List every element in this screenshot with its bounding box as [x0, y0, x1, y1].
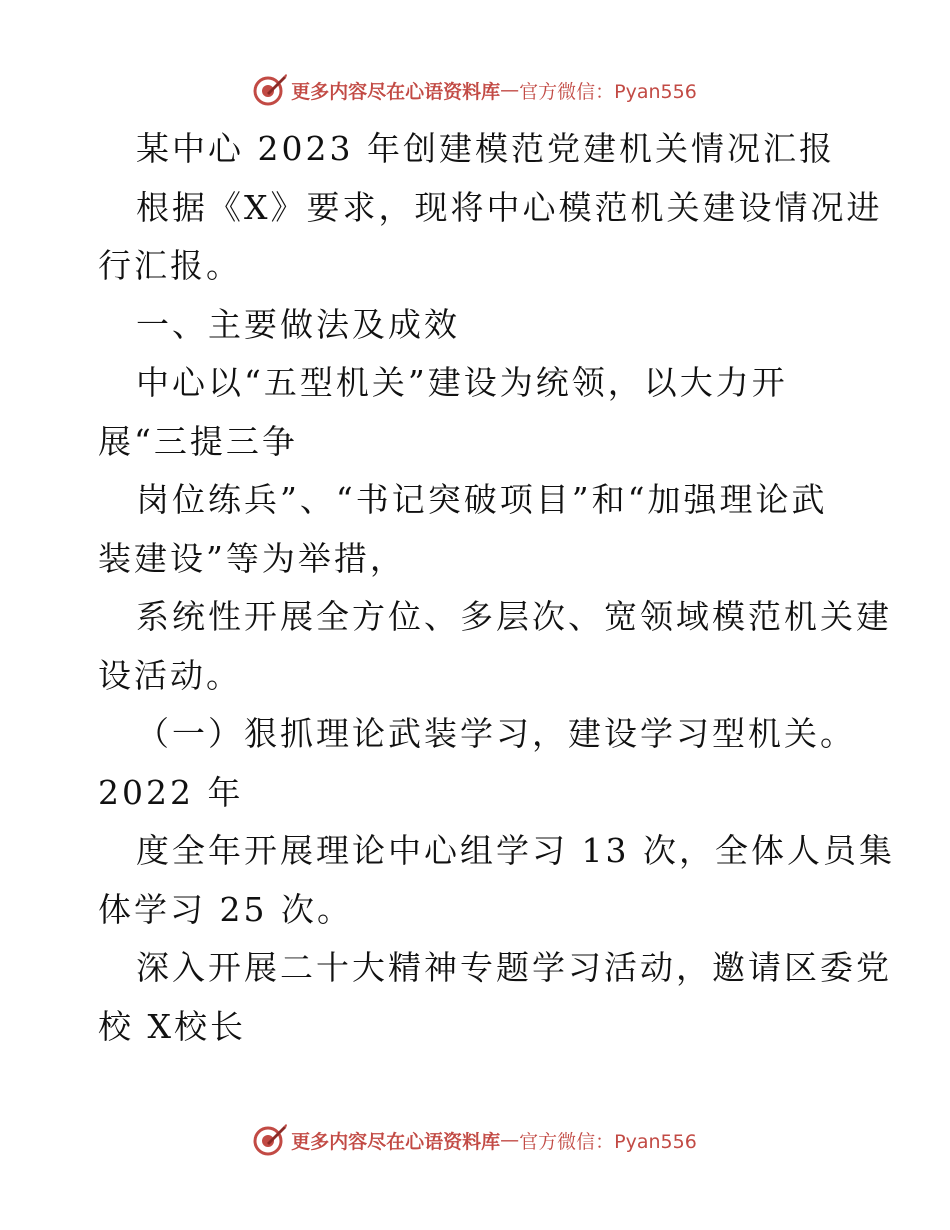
document-body [98, 120, 895, 1056]
quill-logo-icon [253, 1123, 287, 1157]
watermark-site-text: 更多内容尽在心语资料库 [291, 80, 501, 103]
paragraph-line: 系统性开展全方位、多层次、宽领域模范机关建 [136, 597, 892, 636]
watermark-separator: — [500, 1129, 520, 1151]
paragraph-line: 2022 年 [98, 772, 244, 812]
paragraph-line: 校 X校长 [98, 1006, 246, 1046]
watermark-footer [0, 1120, 950, 1160]
paragraph-line: 中心以“五型机关”建设为统领，以大力开 [136, 363, 788, 402]
paragraph-line: 深入开展二十大精神专题学习活动，邀请区委党 [136, 948, 892, 987]
paragraph-line: 体学习 25 次。 [98, 889, 353, 929]
paragraph-line: 设活动。 [98, 655, 242, 695]
paragraph-line: 展“三提三争 [98, 421, 298, 461]
watermark-contact: 官方微信：Pyan556 [519, 80, 697, 103]
subsection-heading: （一）狠抓理论武装学习，建设学习型机关。 [136, 714, 856, 753]
quill-logo-icon [253, 73, 287, 107]
paragraph-line: 装建设”等为举措， [98, 538, 406, 578]
paragraph-line: 行汇报。 [98, 246, 242, 285]
watermark-header [0, 70, 950, 110]
document-title: 某中心 2023 年创建模范党建机关情况汇报 [136, 129, 835, 168]
watermark-site-text: 更多内容尽在心语资料库 [291, 1130, 501, 1153]
watermark-contact: 官方微信：Pyan556 [519, 1130, 697, 1153]
paragraph-line: 根据《X》要求，现将中心模范机关建设情况进 [136, 187, 883, 227]
paragraph-line: 度全年开展理论中心组学习 13 次，全体人员集 [136, 831, 895, 870]
section-heading: 一、主要做法及成效 [136, 304, 460, 344]
watermark-separator: — [500, 79, 520, 101]
paragraph-line: 岗位练兵”、“书记突破项目”和“加强理论武 [136, 480, 828, 519]
